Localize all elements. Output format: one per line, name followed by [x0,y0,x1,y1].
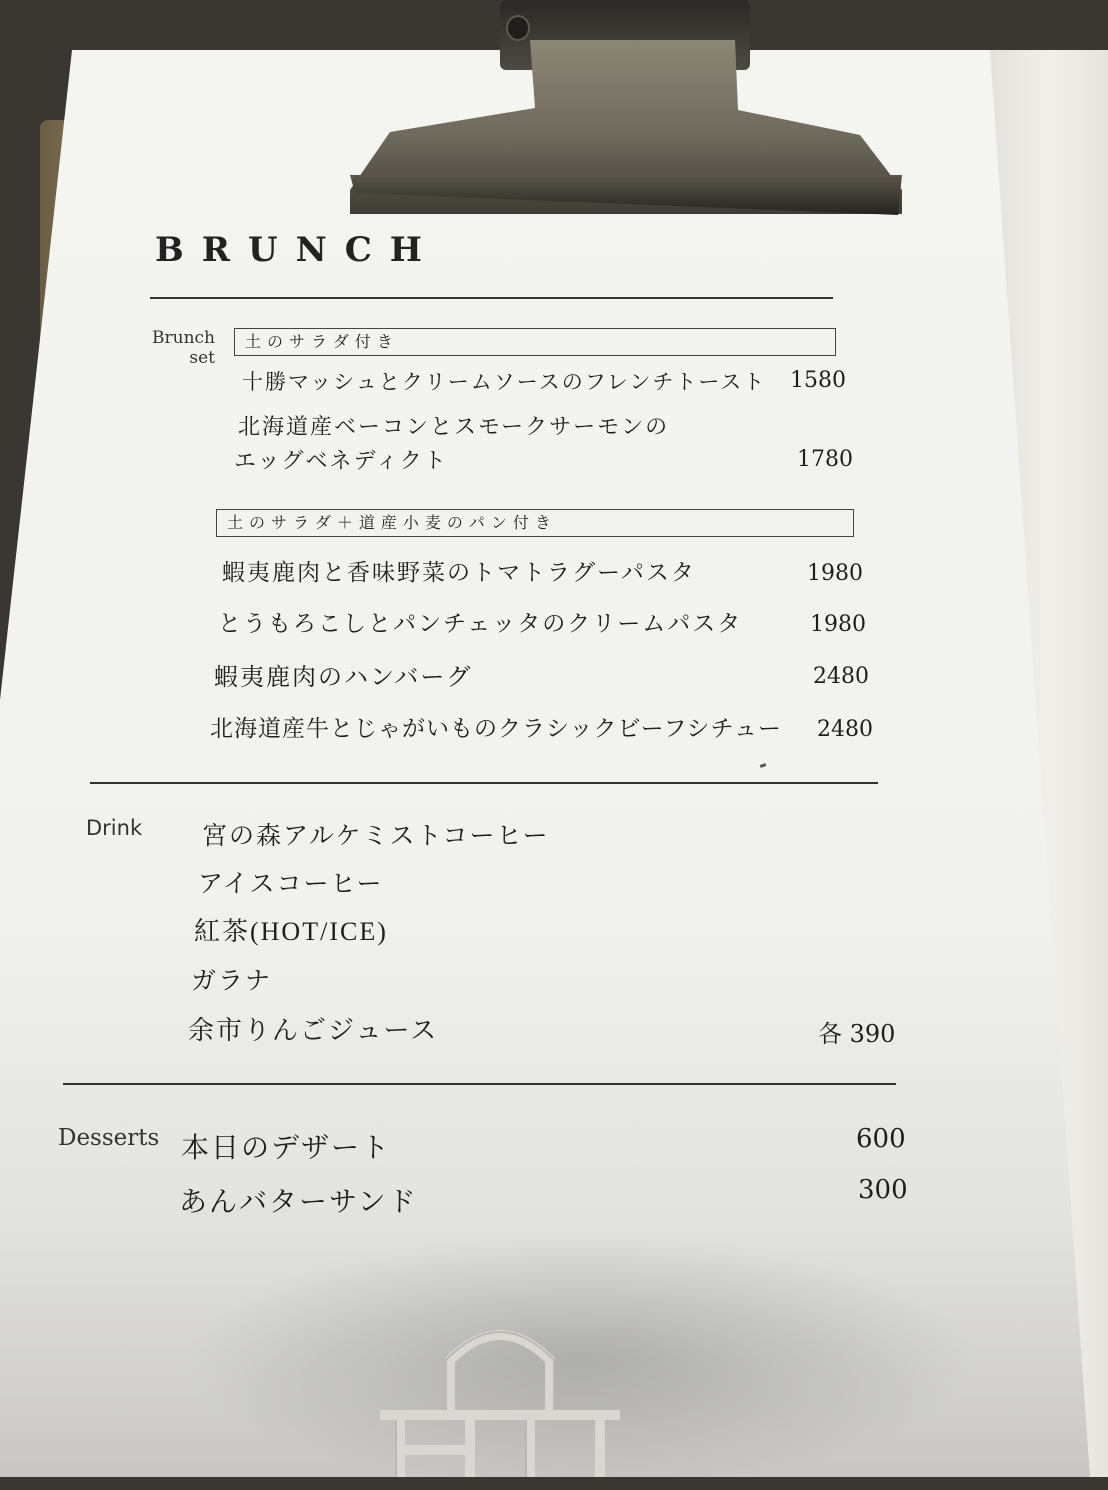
drink-item: 余市りんごジュース [188,1016,439,1046]
drink-item: アイスコーヒー [198,869,384,898]
brunch-label-text: Brunch set [152,328,215,368]
menu-item-price: 1980 [810,612,866,637]
menu-item-name: 蝦夷鹿肉のハンバーグ [214,663,473,691]
menu-item-price: 1780 [797,447,853,472]
dessert-price: 600 [856,1124,906,1154]
dessert-item: あんバターサンド [179,1185,418,1218]
menu-item-price: 1980 [807,561,863,586]
drink-item: ガラナ [191,966,273,995]
menu-title: BRUNCH [155,230,440,270]
embossed-logo [340,1320,660,1477]
brunch-section-label [145,328,215,368]
clip-screw [506,15,530,41]
menu-item-name: 十勝マッシュとクリームソースのフレンチトースト [242,370,767,394]
divider-middle [90,782,878,784]
drink-item: 宮の森アルケミストコーヒー [202,821,550,850]
menu-item-price: 1580 [790,368,846,393]
dessert-price: 300 [858,1175,908,1205]
menu-item-name: とうもろこしとパンチェッタのクリームパスタ [218,611,743,637]
drink-price: 各 390 [818,1020,896,1048]
dessert-item: 本日のデザート [181,1131,392,1164]
menu-item-name: 蝦夷鹿肉と香味野菜のトマトラグーパスタ [222,560,696,586]
menu-item-name: 北海道産ベーコンとスモークサーモンの [238,415,670,440]
divider-top [150,297,833,299]
divider-bottom [63,1083,896,1085]
drink-section-label: Drink [86,816,143,840]
menu-item-name: エッグベネディクト [234,449,448,474]
drink-item: 紅茶(HOT/ICE) [194,917,388,946]
menu-item-price: 2480 [813,664,869,689]
menu-item-name: 北海道産牛とじゃがいものクラシックビーフシチュー [210,716,782,742]
menu-item-price: 2480 [817,717,873,742]
group2-tag: 土のサラダ＋道産小麦のパン付き [216,509,854,537]
desserts-section-label: Desserts [58,1125,160,1151]
group1-tag: 土のサラダ付き [234,328,836,356]
